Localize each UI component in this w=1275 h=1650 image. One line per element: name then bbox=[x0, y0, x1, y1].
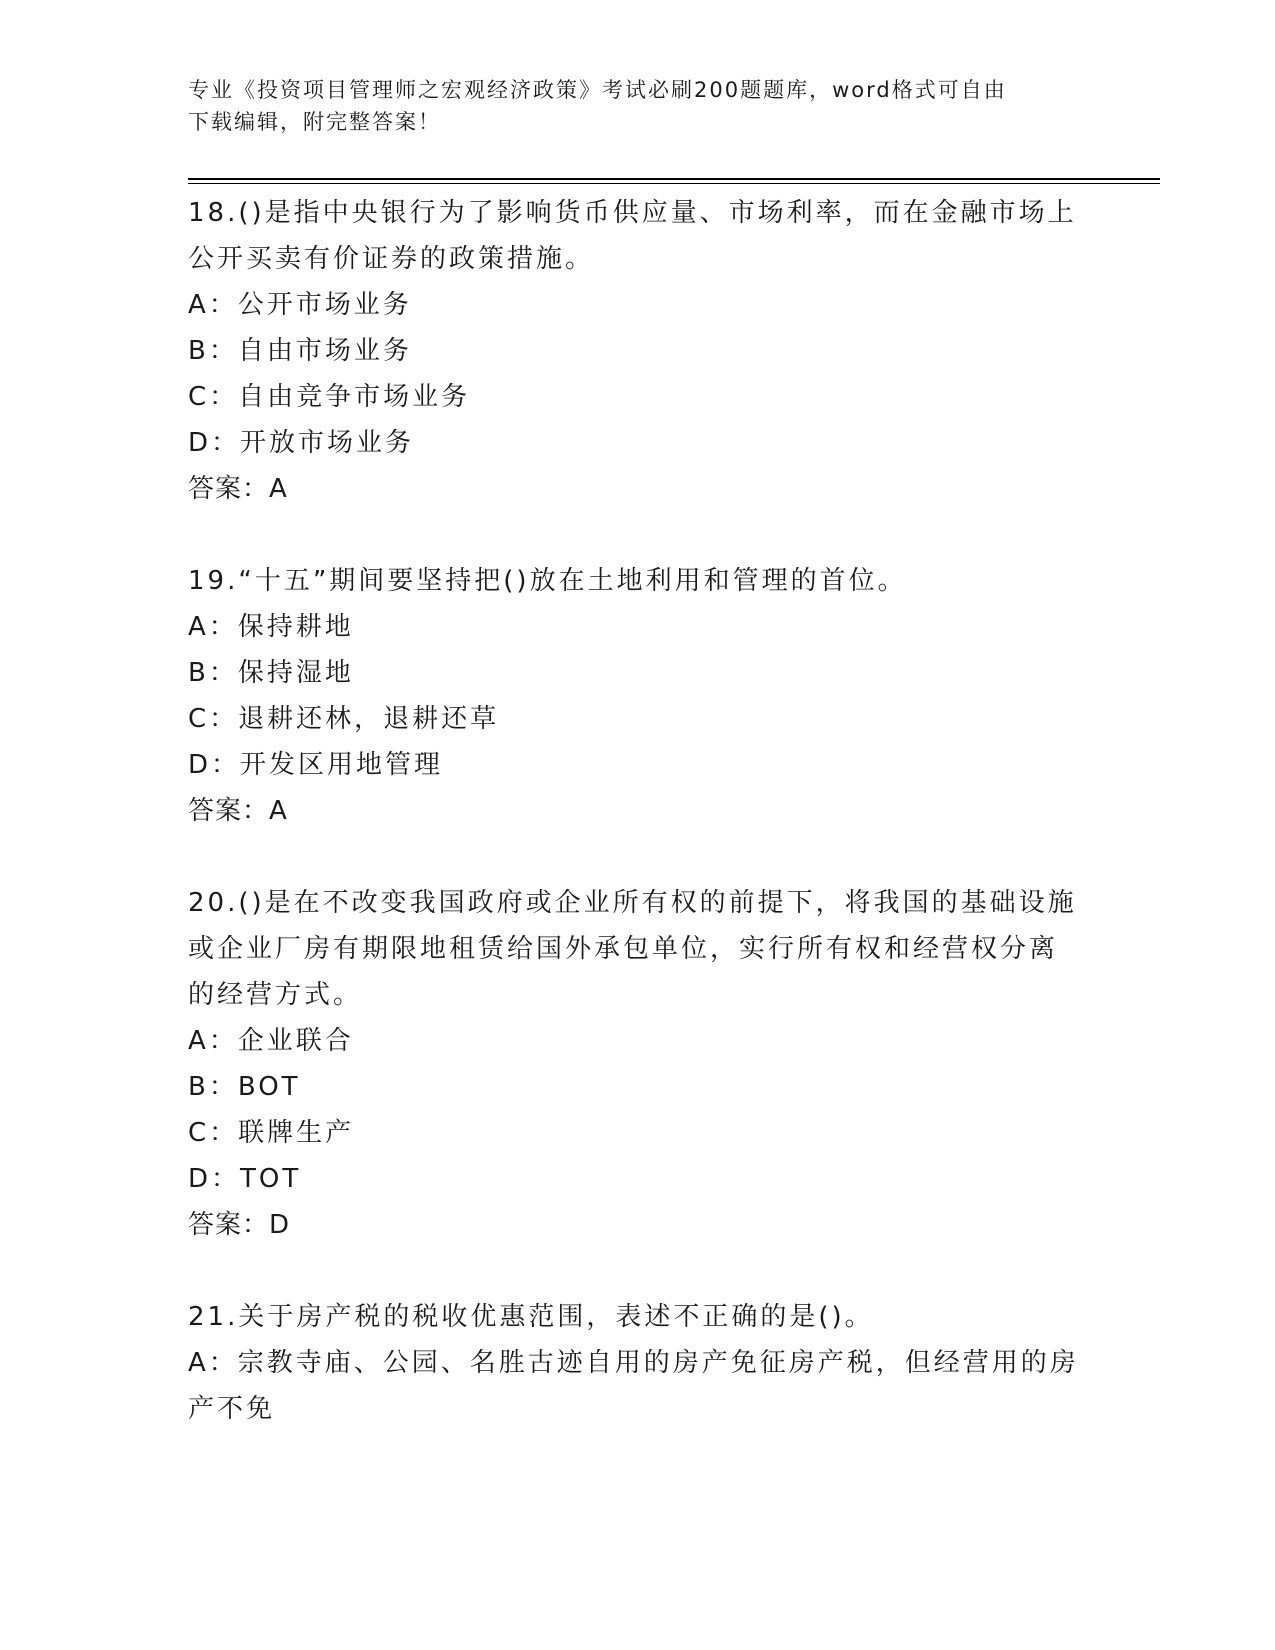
question-18 bbox=[188, 190, 1083, 512]
option-a-continued: 产不免 bbox=[188, 1394, 276, 1424]
question-stem-line: 19.“十五”期间要坚持把()放在土地利用和管理的首位。 bbox=[188, 566, 907, 596]
option-b: B：保持湿地 bbox=[188, 658, 354, 688]
header-divider-thick bbox=[188, 178, 1160, 180]
question-stem-line: 公开买卖有价证券的政策措施。 bbox=[188, 244, 595, 274]
header-line-1: 专业《投资项目管理师之宏观经济政策》考试必刷200题题库，word格式可自由 bbox=[188, 78, 1007, 102]
option-a: A：保持耕地 bbox=[188, 612, 354, 642]
question-stem-line: 20.()是在不改变我国政府或企业所有权的前提下，将我国的基础设施 bbox=[188, 888, 1077, 918]
option-c: C：联牌生产 bbox=[188, 1118, 355, 1148]
option-c: C：自由竞争市场业务 bbox=[188, 382, 471, 412]
option-a: A：公开市场业务 bbox=[188, 290, 412, 320]
answer-line: 答案：D bbox=[188, 1210, 291, 1240]
spacer bbox=[188, 834, 1083, 880]
option-a: A：企业联合 bbox=[188, 1026, 354, 1056]
document-header bbox=[188, 74, 1088, 138]
answer-line: 答案：A bbox=[188, 474, 288, 504]
question-20 bbox=[188, 880, 1083, 1248]
question-19 bbox=[188, 558, 1083, 834]
question-stem-line: 或企业厂房有期限地租赁给国外承包单位，实行所有权和经营权分离 bbox=[188, 934, 1059, 964]
header-line-2: 下载编辑，附完整答案！ bbox=[188, 110, 441, 134]
header-divider-thin bbox=[188, 183, 1160, 184]
question-stem-line: 21.关于房产税的税收优惠范围，表述不正确的是()。 bbox=[188, 1302, 874, 1332]
option-c: C：退耕还林，退耕还草 bbox=[188, 704, 500, 734]
spacer bbox=[188, 512, 1083, 558]
spacer bbox=[188, 1248, 1083, 1294]
option-a: A：宗教寺庙、公园、名胜古迹自用的房产免征房产税，但经营用的房 bbox=[188, 1348, 1079, 1378]
question-21 bbox=[188, 1294, 1083, 1432]
option-d: D：开放市场业务 bbox=[188, 428, 415, 458]
answer-line: 答案：A bbox=[188, 796, 288, 826]
option-b: B：BOT bbox=[188, 1072, 301, 1102]
option-d: D：TOT bbox=[188, 1164, 302, 1194]
question-list bbox=[188, 190, 1083, 1432]
option-d: D：开发区用地管理 bbox=[188, 750, 444, 780]
question-stem-line: 18.()是指中央银行为了影响货币供应量、市场利率，而在金融市场上 bbox=[188, 198, 1077, 228]
question-stem-line: 的经营方式。 bbox=[188, 980, 363, 1010]
option-b: B：自由市场业务 bbox=[188, 336, 412, 366]
